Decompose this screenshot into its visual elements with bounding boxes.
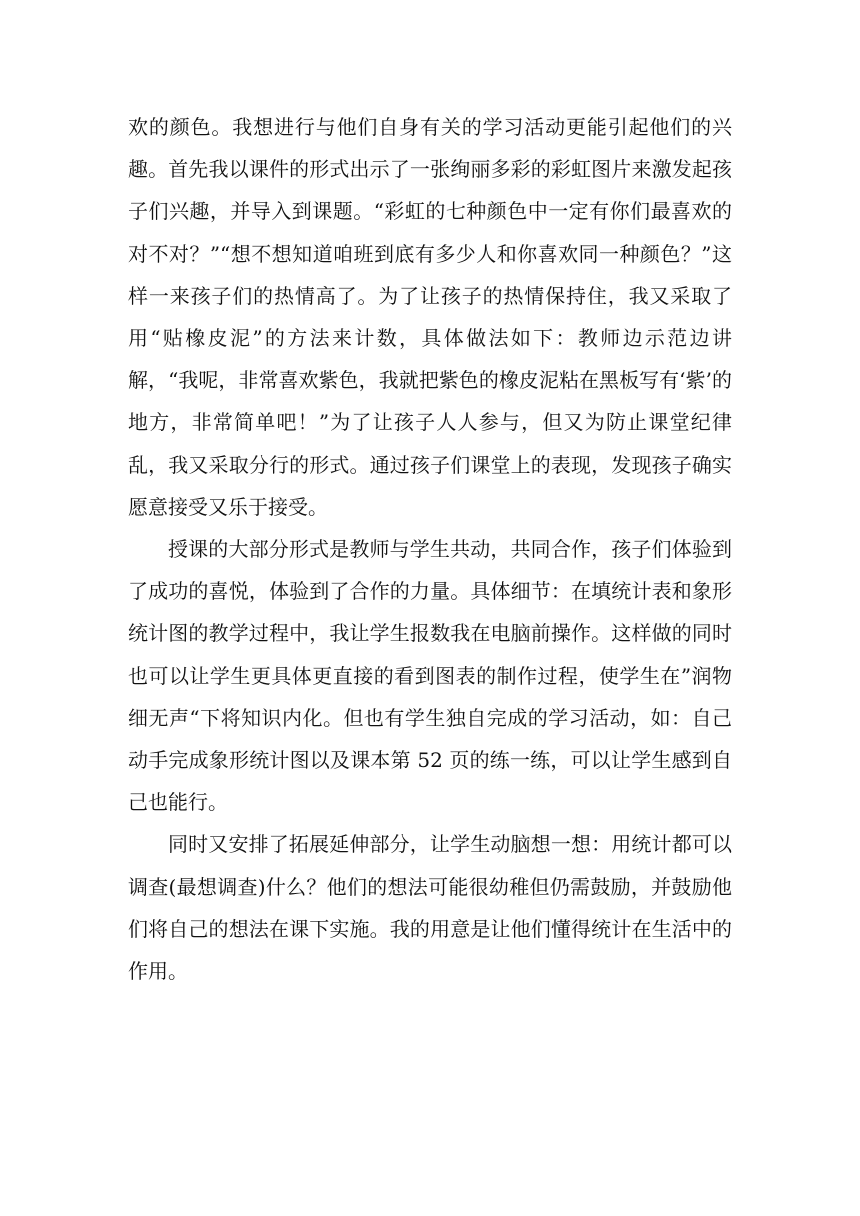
paragraph-teaching-forms: 授课的大部分形式是教师与学生共动，共同合作，孩子们体验到了成功的喜悦，体验到了合作的力量。具体细节：在填统计表和象形统计图的教学过程中，我让学生报数我在电脑前操作。这样做的同时也可以让学生更具体更直接的看到图表的制作过程，使学生在”润物细无声“下将知识内化。但也有学生独自完成的学习活动，如：自己动手完成象形统计图以及课本第 52 页的练一练，可以让学生感到自己也能行。 bbox=[128, 537, 732, 815]
document-body bbox=[128, 106, 732, 992]
paragraph-continuation: 欢的颜色。我想进行与他们自身有关的学习活动更能引起他们的兴趣。首先我以课件的形式出示了一张绚丽多彩的彩虹图片来激发起孩子们兴趣，并导入到课题。“彩虹的七种颜色中一定有你们最喜欢的对不对？”“想不想知道咱班到底有多少人和你喜欢同一种颜色？”这样一来孩子们的热情高了。为了让孩子的热情保持住，我又采取了用“贴橡皮泥”的方法来计数，具体做法如下：教师边示范边讲解，“我呢，非常喜欢紫色，我就把紫色的橡皮泥粘在黑板写有‘紫’的地方，非常简单吧！”为了让孩子人人参与，但又为防止课堂纪律乱，我又采取分行的形式。通过孩子们课堂上的表现，发现孩子确实愿意接受又乐于接受。 bbox=[128, 115, 732, 519]
paragraph-extension: 同时又安排了拓展延伸部分，让学生动脑想一想：用统计都可以调查(最想调查)什么？他们的想法可能很幼稚但仍需鼓励，并鼓励他们将自己的想法在课下实施。我的用意是让他们懂得统计在生活中的作用。 bbox=[128, 832, 732, 984]
